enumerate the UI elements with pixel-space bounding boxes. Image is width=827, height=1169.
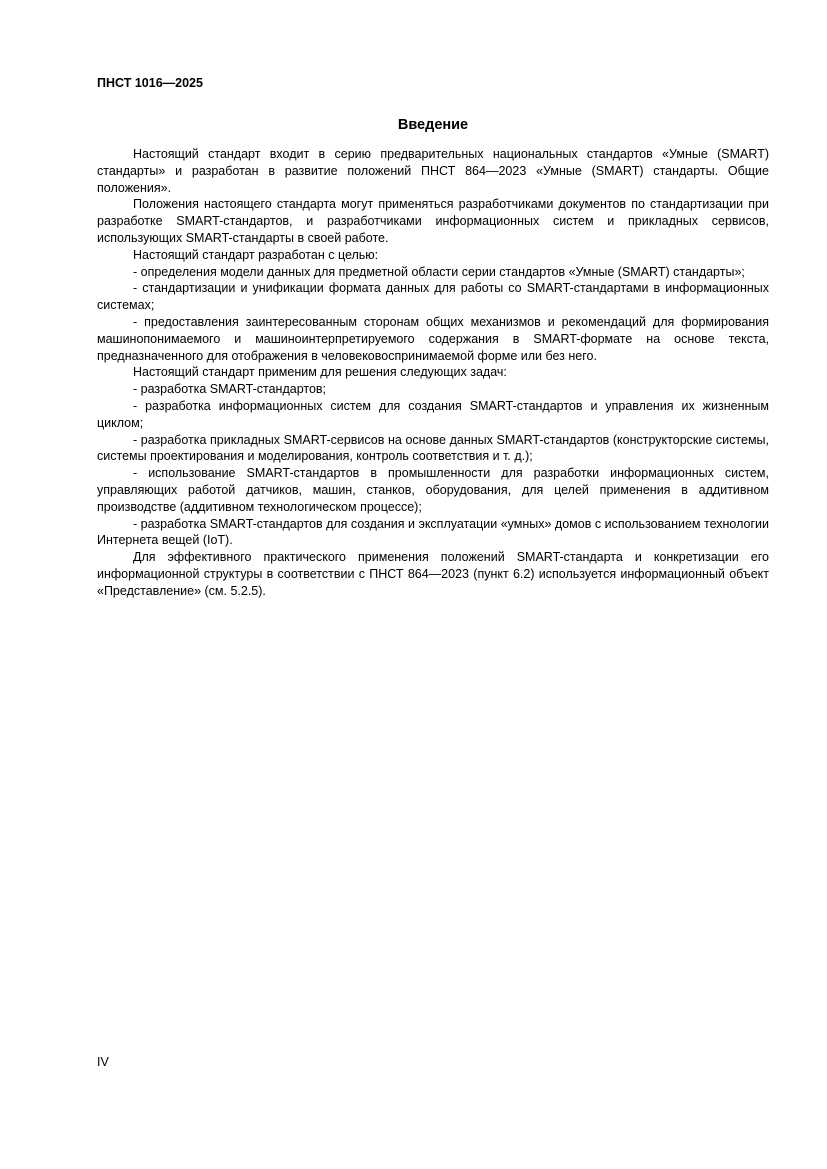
- list-item: - разработка SMART-стандартов для создания и эксплуатации «умных» домов с использованием технологии Интернета вещей (IoT).: [97, 516, 769, 548]
- paragraph-intro: Настоящий стандарт входит в серию предварительных национальных стандартов «Умные (SMART) стандарты» и разработан в развитие положений ПНСТ 864—2023 «Умные (SMART) стандарты. Общие положения».: [97, 147, 769, 195]
- page-number: IV: [97, 1055, 109, 1069]
- list-item: - использование SMART-стандартов в промышленности для разработки информационных систем, управляющих работой датчиков, машин, станков, оборудования, для целей применения в аддитивном производстве (аддитивном технологическом процессе);: [97, 466, 769, 514]
- paragraph-conclusion: Для эффективного практического применения положений SMART-стандарта и конкретизации его информационной структуры в соответствии с ПНСТ 864—2023 (пункт 6.2) используется информационный объект «Представление» (см. 5.2.5).: [97, 550, 769, 598]
- paragraph-application: Положения настоящего стандарта могут применяться разработчиками документов по стандартизации при разработке SMART-стандартов, и разработчиками информационных систем и прикладных сервисов, использующих SMART-стандарты в своей работе.: [97, 197, 769, 245]
- list-item: - стандартизации и унификации формата данных для работы со SMART-стандартами в информационных системах;: [97, 281, 769, 313]
- document-designation: ПНСТ 1016—2025: [97, 76, 203, 90]
- list-item: - разработка информационных систем для создания SMART-стандартов и управления их жизненным циклом;: [97, 398, 769, 430]
- list-item: - разработка прикладных SMART-сервисов на основе данных SMART-стандартов (конструкторские системы, системы проектирования и моделирования, контроль соответствия и т. д.);: [97, 432, 769, 464]
- list-item: - определения модели данных для предметной области серии стандартов «Умные (SMART) стандарты»;: [133, 264, 745, 279]
- list-item: - разработка SMART-стандартов;: [133, 382, 327, 397]
- paragraph-purpose-lead: Настоящий стандарт разработан с целью:: [133, 247, 379, 262]
- section-title: Введение: [397, 117, 469, 133]
- body-text: [97, 146, 769, 600]
- paragraph-tasks-lead: Настоящий стандарт применим для решения следующих задач:: [133, 365, 507, 380]
- list-item: - предоставления заинтересованным сторонам общих механизмов и рекомендаций для формирования машинопонимаемого и машиноинтерпретируемого содержания в SMART-формате на основе текста, предназначенного для отображения в человековоспринимаемой форме или без него.: [97, 314, 769, 363]
